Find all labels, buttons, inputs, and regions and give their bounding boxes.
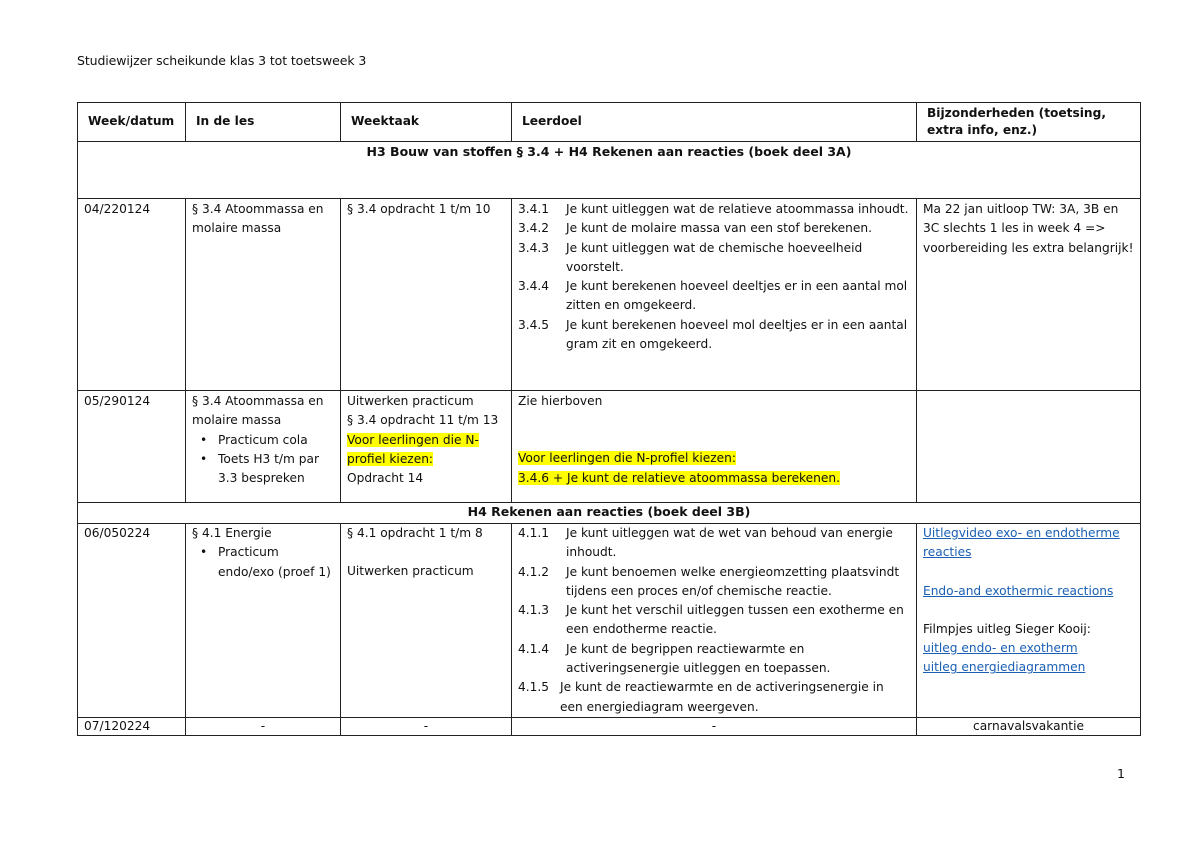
taak-line: Opdracht 14: [347, 471, 424, 486]
goal-text: Je kunt uitleggen wat de wet van behoud van energie inhoudt.: [566, 526, 893, 560]
page-header-title: Studiewijzer scheikunde klas 3 tot toetsweek 3: [77, 53, 367, 68]
learning-goal: [518, 601, 910, 640]
week-cell: 04/220124: [78, 199, 186, 391]
goal-text: Je kunt de reactiewarmte en de activeringsenergie in een energiediagram weergeven.: [560, 680, 884, 714]
section-row: [78, 142, 1141, 199]
week-cell: 06/050224: [78, 524, 186, 718]
goal-text: Je kunt de molaire massa van een stof berekenen.: [566, 221, 872, 236]
les-cell: [186, 524, 341, 718]
goal-text: Je kunt benoemen welke energieomzetting plaatsvindt tijdens een proces en/of chemische reactie.: [566, 564, 900, 598]
goal-number: 3.4.4: [518, 279, 550, 294]
doel-text: Zie hierboven: [518, 394, 603, 408]
les-topic: § 4.1 Energie: [192, 526, 272, 540]
learning-goal: [518, 219, 910, 238]
col-header-les: In de les: [186, 103, 341, 142]
taak-line: Uitwerken practicum: [347, 564, 474, 579]
col-header-taak: Weektaak: [341, 103, 512, 142]
notes-cell: Ma 22 jan uitloop TW: 3A, 3B en 3C slechts 1 les in week 4 => voorbereiding les extra belangrijk!: [917, 199, 1141, 391]
goal-text: Je kunt berekenen hoeveel deeltjes er in een aantal mol zitten en omgekeerd.: [566, 279, 908, 313]
goal-number: 3.4.1: [518, 202, 550, 216]
goal-text: Je kunt uitleggen wat de chemische hoeveelheid voorstelt.: [566, 240, 863, 274]
header-row: [78, 103, 1141, 142]
les-cell: -: [186, 717, 341, 735]
table-row: [78, 717, 1141, 735]
list-item: • Toets H3 t/m par 3.3 bespreken: [218, 450, 334, 489]
link-endo-exothermic[interactable]: Endo-and exothermic reactions: [923, 583, 1114, 598]
goal-number: 3.4.3: [518, 240, 550, 255]
learning-goal: [518, 563, 910, 602]
learning-goal: [518, 200, 910, 219]
section-title-h4: H4 Rekenen aan reacties (boek deel 3B): [78, 503, 1141, 524]
les-bullets: [192, 543, 334, 582]
study-guide-table: [77, 102, 1141, 736]
learning-goal: [518, 316, 910, 355]
notes-label: Filmpjes uitleg Sieger Kooij:: [923, 621, 1091, 636]
learning-goal: [518, 239, 910, 278]
col-header-doel: Leerdoel: [512, 103, 917, 142]
goal-number: 3.4.2: [518, 221, 550, 236]
col-header-notes: Bijzonderheden (toetsing, extra info, enz.): [917, 103, 1141, 142]
notes-cell: carnavalsvakantie: [917, 717, 1141, 735]
week-cell: 07/120224: [78, 717, 186, 735]
link-endo-exotherm[interactable]: uitleg endo- en exotherm: [923, 641, 1078, 656]
les-cell: [186, 391, 341, 503]
taak-cell: [341, 524, 512, 718]
goal-number: 4.1.5: [518, 680, 550, 695]
highlight-goal: 3.4.6 + Je kunt de relatieve atoommassa berekenen.: [518, 470, 841, 485]
goal-text: Je kunt de begrippen reactiewarmte en activeringsenergie uitleggen en toepassen.: [566, 641, 831, 676]
section-title-h3: H3 Bouw van stoffen § 3.4 + H4 Rekenen aan reacties (boek deel 3A): [78, 142, 1141, 199]
goal-text: Je kunt uitleggen wat de relatieve atoommassa inhoudt.: [566, 202, 909, 216]
doel-cell: [512, 524, 917, 718]
taak-cell: § 3.4 opdracht 1 t/m 10: [341, 199, 512, 391]
goal-number: 4.1.4: [518, 641, 550, 656]
goal-number: 4.1.1: [518, 526, 550, 540]
notes-cell: [917, 524, 1141, 718]
les-bullets: [192, 431, 334, 489]
table-row: [78, 199, 1141, 391]
highlight-note: Voor leerlingen die N-profiel kiezen:: [518, 451, 736, 466]
goal-number: 3.4.5: [518, 317, 550, 332]
taak-cell: -: [341, 717, 512, 735]
list-item: • Practicum cola: [218, 431, 334, 450]
goal-number: 4.1.3: [518, 603, 550, 618]
notes-cell: [917, 391, 1141, 503]
taak-line: § 4.1 opdracht 1 t/m 8: [347, 526, 483, 540]
taak-line: § 3.4 opdracht 11 t/m 13: [347, 413, 499, 428]
doel-cell: -: [512, 717, 917, 735]
link-uitlegvideo[interactable]: Uitlegvideo exo- en endotherme reacties: [923, 526, 1120, 560]
doel-cell: [512, 199, 917, 391]
table-row: [78, 524, 1141, 718]
learning-goal: [518, 277, 910, 316]
doel-cell: [512, 391, 917, 503]
highlight-note: Voor leerlingen die N-profiel kiezen:: [347, 432, 479, 466]
goal-number: 4.1.2: [518, 564, 550, 579]
taak-cell: [341, 391, 512, 503]
section-row: [78, 503, 1141, 524]
col-header-week: Week/datum: [78, 103, 186, 142]
page-number: 1: [1117, 766, 1125, 781]
table-row: [78, 391, 1141, 503]
les-cell: § 3.4 Atoommassa en molaire massa: [186, 199, 341, 391]
link-energiediagrammen[interactable]: uitleg energiediagrammen: [923, 660, 1086, 675]
learning-goal: [518, 524, 910, 563]
goal-text: Je kunt berekenen hoeveel mol deeltjes er in een aantal gram zit en omgekeerd.: [566, 317, 908, 352]
les-topic: § 3.4 Atoommassa en molaire massa: [192, 394, 324, 428]
taak-line: Uitwerken practicum: [347, 394, 474, 408]
learning-goal: [518, 678, 910, 717]
week-cell: 05/290124: [78, 391, 186, 503]
learning-goal: [518, 640, 910, 679]
list-item: • Practicum endo/exo (proef 1): [218, 543, 334, 582]
goal-text: Je kunt het verschil uitleggen tussen een exotherme en een endotherme reactie.: [566, 603, 904, 637]
